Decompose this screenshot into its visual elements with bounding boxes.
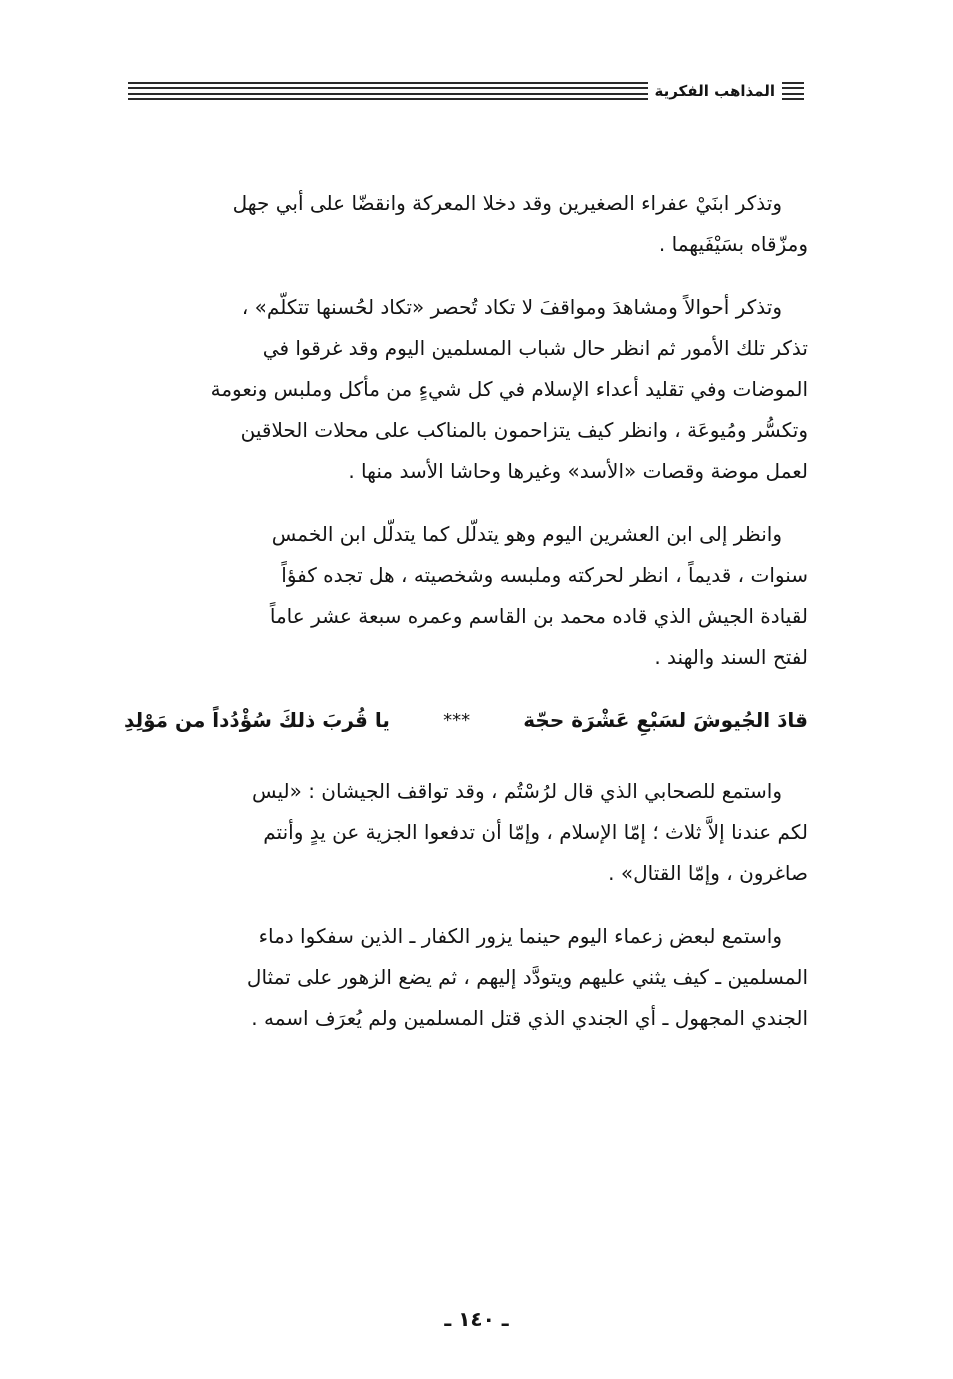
text-line: وتذكر أحوالاً ومشاهدَ ومواقفَ لا تكاد تُحصر «تكاد لحُسنها تتكلّم» ، — [241, 295, 782, 319]
paragraph — [124, 514, 808, 678]
text-line: لكم عندنا إلاَّ ثلاث ؛ إمّا الإسلام ، وإمّا أن تدفعوا الجزية عن يدٍ وأنتم — [263, 820, 808, 844]
text-line: تذكر تلك الأمور ثم انظر حال شباب المسلمين اليوم وقد غرقوا في — [262, 336, 808, 360]
running-header — [128, 78, 804, 104]
verse-separator: *** — [443, 710, 471, 731]
header-rule-short — [782, 82, 804, 100]
paragraph — [124, 771, 808, 894]
header-title: المذاهب الفكرية — [654, 81, 775, 100]
page-number: ـ ١٤٠ ـ — [444, 1307, 509, 1331]
text-line: وتكسُّر ومُيوعَة ، وانظر كيف يتزاحمون بالمناكب على محلات الحلاقين — [240, 418, 808, 442]
paragraph — [124, 916, 808, 1039]
text-line: ومزّقاه بسَيْفَيهما . — [658, 232, 808, 256]
text-line: لقيادة الجيش الذي قاده محمد بن القاسم وعمره سبعة عشر عاماً — [269, 604, 808, 628]
verse-right-hemistich: قادَ الجُيوشَ لسَبْعِ عَشْرَة حجّة — [523, 708, 808, 732]
text-line: وانظر إلى ابن العشرين اليوم وهو يتدلّل كما يتدلّل ابن الخمس — [271, 522, 782, 546]
text-line: الجندي المجهول ـ أي الجندي الذي قتل المسلمين ولم يُعرَف اسمه . — [251, 1006, 808, 1030]
text-line: وتذكر ابنَيْ عفراء الصغيرين وقد دخلا المعركة وانقضّا على أبي جهل — [232, 191, 782, 215]
text-line: لعمل موضة وقصات «الأسد» وغيرها وحاشا الأسد منها . — [348, 459, 808, 483]
text-line: صاغرون ، وإمّا القتال» . — [608, 861, 808, 885]
header-rule-long — [128, 82, 648, 100]
paragraph — [124, 287, 808, 492]
poetry-verse — [124, 700, 808, 741]
verse-left-hemistich: يا قُربَ ذلكَ سُؤْدُداً من مَوْلِدِ — [124, 708, 390, 732]
text-line: واستمع للصحابي الذي قال لرُسْتُم ، وقد تواقف الجيشان : «ليس — [251, 779, 782, 803]
paragraph — [124, 183, 808, 265]
page-body — [124, 183, 808, 1061]
text-line: سنوات ، قديماً ، انظر لحركته وملبسه وشخصيته ، هل تجده كفؤاً — [281, 563, 808, 587]
text-line: الموضات وفي تقليد أعداء الإسلام في كل شيءٍ من مأكل وملبس ونعومة — [210, 377, 808, 401]
text-line: المسلمين ـ كيف يثني عليهم ويتودَّد إليهم ، ثم يضع الزهور على تمثال — [246, 965, 808, 989]
text-line: لفتح السند والهند . — [654, 645, 808, 669]
text-line: واستمع لبعض زعماء اليوم حينما يزور الكفار ـ الذين سفكوا دماء — [258, 924, 782, 948]
